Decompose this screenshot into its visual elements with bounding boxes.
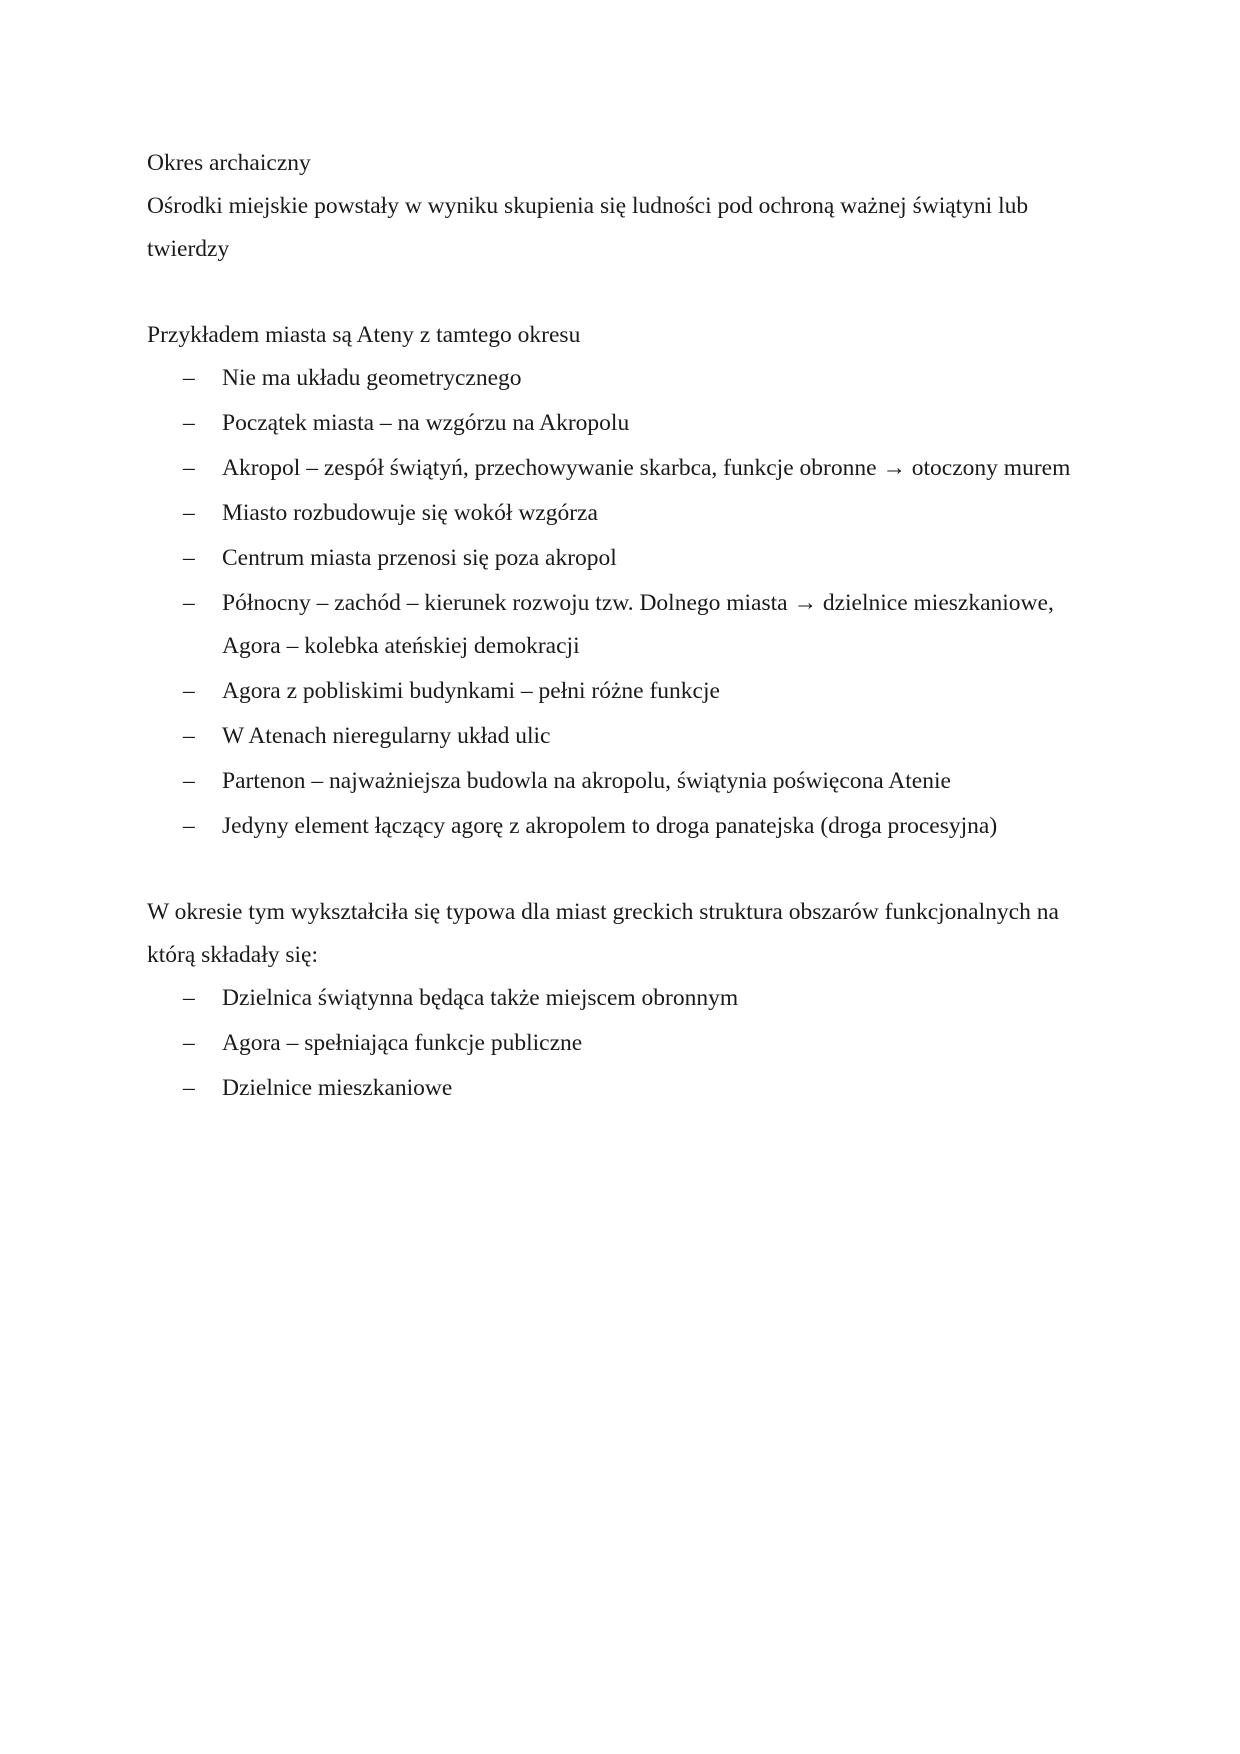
list-item [147,977,1097,1020]
intro-paragraph: Ośrodki miejskie powstały w wyniku skupienia się ludności pod ochroną ważnej świątyni lub twierdzy [147,193,1029,262]
list-item [147,1022,1097,1065]
paragraph-spacer [147,271,1097,314]
list-item-text: Początek miasta – na wzgórzu na Akropolu [222,410,630,436]
list-item [147,402,1097,445]
list-item-text: Nie ma układu geometrycznego [222,365,522,391]
dash-bullet: – [183,813,195,839]
dash-bullet: – [183,768,195,794]
dash-bullet: – [183,590,195,616]
dash-bullet: – [183,365,195,391]
dash-bullet: – [183,545,195,571]
dash-bullet: – [183,985,195,1011]
list-item [147,537,1097,580]
section-heading: Okres archaiczny [147,150,311,176]
list-item-text: Dzielnica świątynna będąca także miejscem obronnym [222,985,739,1011]
dash-bullet: – [183,1075,195,1101]
example-heading: Przykładem miasta są Ateny z tamtego okresu [147,322,581,348]
list-item [147,582,1097,668]
list-item-text: Centrum miasta przenosi się poza akropol [222,545,617,571]
list-item-text: Akropol – zespół świątyń, przechowywanie skarbca, funkcje obronne → otoczony murem [222,455,1071,481]
list-item-text: W Atenach nieregularny układ ulic [222,723,551,749]
list-item-text: Agora z pobliskimi budynkami – pełni różne funkcje [222,678,720,704]
dash-bullet: – [183,1030,195,1056]
list-item-text: Agora – spełniająca funkcje publiczne [222,1030,583,1056]
list-item [147,447,1097,490]
list-item-text: Miasto rozbudowuje się wokół wzgórza [222,500,598,526]
dash-bullet: – [183,500,195,526]
list-item-text: Północny – zachód – kierunek rozwoju tzw. Dolnego miasta → dzielnice mieszkaniowe, Agora – kolebka ateńskiej demokracji [222,590,1054,659]
dash-bullet: – [183,455,195,481]
list-item-text: Partenon – najważniejsza budowla na akropolu, świątynia poświęcona Atenie [222,768,951,794]
athens-points-list [147,357,1097,848]
document-body [147,142,1097,1112]
structure-points-list [147,977,1097,1110]
paragraph-spacer [147,850,1097,891]
list-item-text: Dzielnice mieszkaniowe [222,1075,453,1101]
structure-intro-paragraph: W okresie tym wykształciła się typowa dla miast greckich struktura obszarów funkcjonalnych na którą składały się: [147,899,1059,968]
list-item [147,357,1097,400]
list-item [147,1067,1097,1110]
list-item [147,805,1097,848]
list-item [147,760,1097,803]
list-item-text: Jedyny element łączący agorę z akropolem to droga panatejska (droga procesyjna) [222,813,998,839]
dash-bullet: – [183,410,195,436]
list-item [147,715,1097,758]
list-item [147,492,1097,535]
dash-bullet: – [183,723,195,749]
dash-bullet: – [183,678,195,704]
list-item [147,670,1097,713]
